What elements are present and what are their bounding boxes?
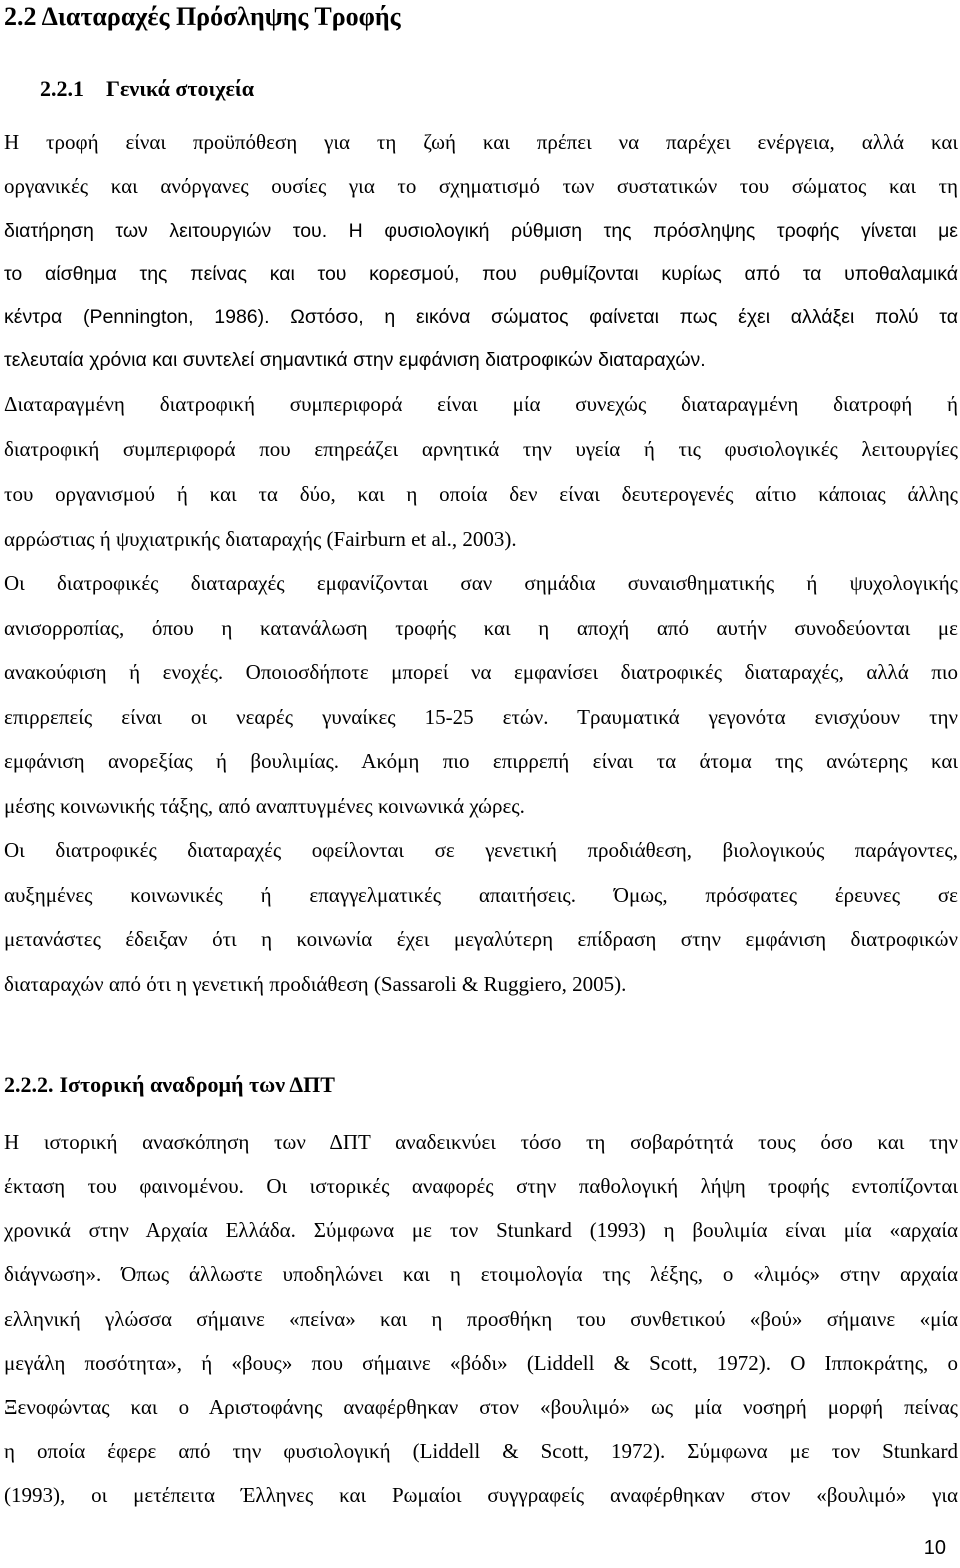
subsection-title: Ιστορική αναδρομή των ΔΠΤ xyxy=(59,1072,335,1097)
text-line: χρονικά στην Αρχαία Ελλάδα. Σύμφωνα με τον Stunkard (1993) η βουλιμία είναι μία «αρχαία xyxy=(4,1218,958,1242)
text-line: αυξημένες κοινωνικές ή επαγγελματικές απαιτήσεις. Όμως, πρόσφατες έρευνες σε xyxy=(4,883,958,907)
text-line: (1993), οι μετέπειτα Έλληνες και Ρωμαίοι συγγραφείς αναφέρθηκαν στον «βουλιμό» για xyxy=(4,1483,958,1507)
text-line: το αίσθημα της πείνας και του κορεσμού, που ρυθμίζονται κυρίως από τα υποθαλαμικά xyxy=(4,263,958,285)
text-line: μεγάλη ποσότητα», ή «βους» που σήμαινε «βόδι» (Liddell & Scott, 1972). Ο Ιπποκράτης, ο xyxy=(4,1351,958,1375)
page-number: 10 xyxy=(923,1537,946,1559)
subsection-number: 2.2.1 xyxy=(40,76,84,101)
subsection-heading-history xyxy=(4,1070,335,1100)
text-line: οργανικές και ανόργανες ουσίες για το σχηματισμό των συστατικών του σώματος και τη xyxy=(4,174,958,198)
text-line: διάγνωση». Όπως άλλωστε υποδηλώνει και η ετοιμολογία της λέξης, ο «λιμός» στην αρχαία xyxy=(4,1262,958,1286)
subsection-heading-general xyxy=(40,74,254,104)
text-line: επιρρεπείς είναι οι νεαρές γυναίκες 15-25 ετών. Τραυματικά γεγονότα ενισχύουν την xyxy=(4,705,958,729)
text-line: Οι διατροφικές διαταραχές εμφανίζονται σαν σημάδια συναισθηματικής ή ψυχολογικής xyxy=(4,571,958,595)
text-line: αρρώστιας ή ψυχιατρικής διαταραχής (Fairburn et al., 2003). xyxy=(4,527,517,551)
text-line: εμφάνιση ανορεξίας ή βουλιμίας. Ακόμη πιο επιρρεπή είναι τα άτομα της ανώτερης και xyxy=(4,749,958,773)
text-line: Οι διατροφικές διαταραχές οφείλονται σε γενετική προδιάθεση, βιολογικούς παράγοντες, xyxy=(4,838,958,862)
text-line: διαταραχών από ότι η γενετική προδιάθεση (Sassaroli & Ruggiero, 2005). xyxy=(4,972,627,996)
text-line: του οργανισμού ή και τα δύο, και η οποία δεν είναι δευτερογενές αίτιο κάποιας άλλης xyxy=(4,482,958,506)
text-line: ελληνική γλώσσα σήμαινε «πείνα» και η προσθήκη του συνθετικού «βού» σήμαινε «μία xyxy=(4,1307,958,1331)
text-line: τελευταία χρόνια και συντελεί σημαντικά στην εμφάνιση διατροφικών διαταραχών. xyxy=(4,349,706,371)
subsection-number: 2.2.2. xyxy=(4,1072,54,1097)
text-line: διατροφική συμπεριφορά που επηρεάζει αρνητικά την υγεία ή τις φυσιολογικές λειτουργίες xyxy=(4,437,958,461)
text-line: Διαταραγμένη διατροφική συμπεριφορά είναι μία συνεχώς διαταραγμένη διατροφή ή xyxy=(4,392,958,416)
text-line: μετανάστες έδειξαν ότι η κοινωνία έχει μεγαλύτερη επίδραση στην εμφάνιση διατροφικών xyxy=(4,927,958,951)
text-line: ανακούφιση ή ενοχές. Οποιοσδήποτε μπορεί να εμφανίσει διατροφικές διαταραχές, αλλά πιο xyxy=(4,660,958,684)
text-line: μέσης κοινωνικής τάξης, από αναπτυγμένες κοινωνικά χώρες. xyxy=(4,794,525,818)
text-line: η οποία έφερε από την φυσιολογική (Liddell & Scott, 1972). Σύμφωνα με τον Stunkard xyxy=(4,1439,958,1463)
text-line: κέντρα (Pennington, 1986). Ωστόσο, η εικόνα σώματος φαίνεται πως έχει αλλάξει πολύ τα xyxy=(4,306,958,328)
subsection-title: Γενικά στοιχεία xyxy=(106,76,254,101)
text-line: Η ιστορική ανασκόπηση των ΔΠΤ αναδεικνύει τόσο τη σοβαρότητά τους όσο και την xyxy=(4,1130,958,1154)
text-line: Ξενοφώντας και ο Αριστοφάνης αναφέρθηκαν στον «βουλιμό» ως μία νοσηρή μορφή πείνας xyxy=(4,1395,958,1419)
section-heading: 2.2 Διαταραχές Πρόσληψης Τροφής xyxy=(4,2,401,31)
text-line: διατήρηση των λειτουργιών του. Η φυσιολογική ρύθμιση της πρόσληψης τροφής γίνεται με xyxy=(4,220,958,242)
text-line: έκταση του φαινομένου. Οι ιστορικές αναφορές στην παθολογική λήψη τροφής εντοπίζονται xyxy=(4,1174,958,1198)
text-line: Η τροφή είναι προϋπόθεση για τη ζωή και πρέπει να παρέχει ενέργεια, αλλά και xyxy=(4,130,958,154)
text-line: ανισορροπίας, όπου η κατανάλωση τροφής και η αποχή από αυτήν συνοδεύονται με xyxy=(4,616,958,640)
